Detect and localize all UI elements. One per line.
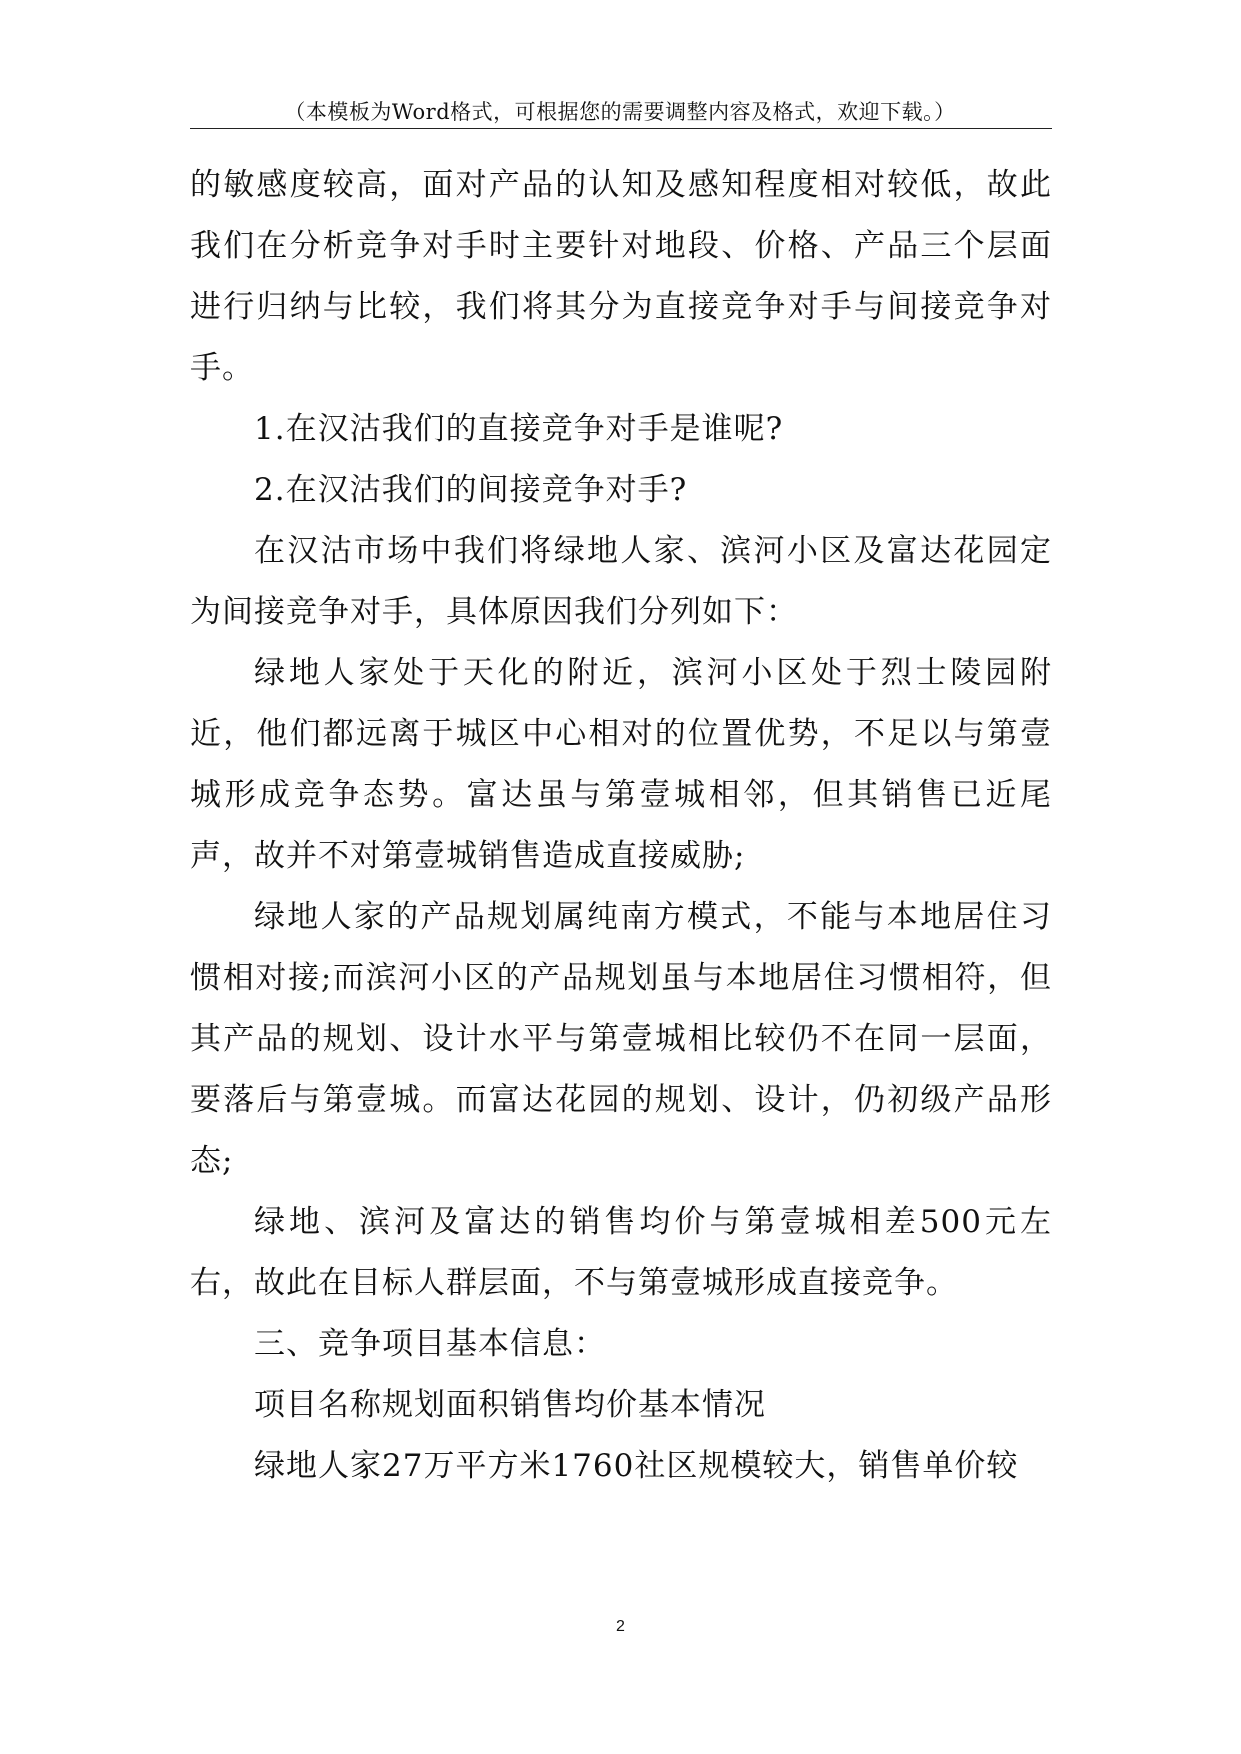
paragraph: 绿地人家处于天化的附近，滨河小区处于烈士陵园附近，他们都远离于城区中心相对的位置优势，不足以与第壹城形成竞争态势。富达虽与第壹城相邻，但其销售已近尾声，故并不对第壹城销售造成直接威胁; (190, 655, 1052, 874)
paragraph: 绿地人家27万平方米1760社区规模较大，销售单价较 (254, 1448, 1019, 1484)
page-number: 2 (616, 1618, 625, 1635)
paragraph: 的敏感度较高，面对产品的认知及感知程度相对较低，故此我们在分析竞争对手时主要针对地段、价格、产品三个层面进行归纳与比较，我们将其分为直接竞争对手与间接竞争对手。 (190, 167, 1052, 386)
paragraph: 项目名称规划面积销售均价基本情况 (254, 1387, 766, 1423)
paragraph: 1.在汉沽我们的直接竞争对手是谁呢? (254, 411, 784, 447)
document-body (190, 155, 1052, 1497)
paragraph: 2.在汉沽我们的间接竞争对手? (254, 472, 688, 508)
document-header-note: （本模板为Word格式，可根据您的需要调整内容及格式，欢迎下载。） (284, 100, 956, 124)
paragraph: 绿地人家的产品规划属纯南方模式，不能与本地居住习惯相对接;而滨河小区的产品规划虽与本地居住习惯相符，但其产品的规划、设计水平与第壹城相比较仍不在同一层面，要落后与第壹城。而富达花园的规划、设计，仍初级产品形态; (190, 899, 1052, 1179)
header-divider (190, 128, 1052, 129)
paragraph: 绿地、滨河及富达的销售均价与第壹城相差500元左右，故此在目标人群层面，不与第壹城形成直接竞争。 (190, 1204, 1052, 1301)
section-heading: 三、竞争项目基本信息： (254, 1326, 606, 1362)
paragraph: 在汉沽市场中我们将绿地人家、滨河小区及富达花园定为间接竞争对手，具体原因我们分列如下： (190, 533, 1052, 630)
